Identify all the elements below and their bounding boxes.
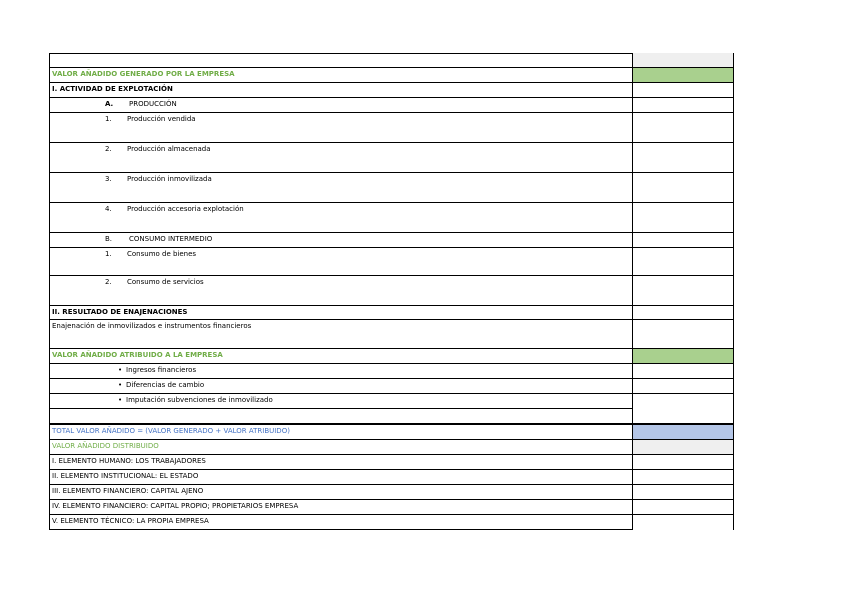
row-elemento-tecnico[interactable] xyxy=(49,515,633,530)
elemento-humano-label: I. ELEMENTO HUMANO: LOS TRABAJADORES xyxy=(52,457,206,465)
produccion-label: PRODUCCIÓN xyxy=(129,100,177,108)
ingresos-label: Ingresos financieros xyxy=(126,366,197,374)
row-valor-distribuido[interactable] xyxy=(49,440,633,455)
row-actividad-explotacion[interactable] xyxy=(49,83,633,98)
row-valor-atribuido[interactable] xyxy=(49,349,633,364)
row-produccion-inmovilizada[interactable] xyxy=(49,173,633,203)
imputacion-label: Imputación subvenciones de inmovilizado xyxy=(126,396,273,404)
row-elemento-financiero-propio[interactable] xyxy=(49,500,633,515)
item2-label: Producción almacenada xyxy=(127,145,211,153)
row-enajenacion[interactable] xyxy=(49,320,633,349)
row-ingresos-financieros[interactable] xyxy=(49,364,633,379)
elemento-tecnico-label: V. ELEMENTO TÉCNICO: LA PROPIA EMPRESA xyxy=(52,517,209,525)
actividad-explotacion-value[interactable] xyxy=(633,83,734,98)
elemento-institucional-label: II. ELEMENTO INSTITUCIONAL: EL ESTADO xyxy=(52,472,199,480)
row-produccion-almacenada[interactable] xyxy=(49,143,633,173)
valor-distribuido-value[interactable] xyxy=(633,440,734,455)
consumo2-number: 2. xyxy=(105,278,112,286)
item3-label: Producción inmovilizada xyxy=(127,175,212,183)
ingresos-value[interactable] xyxy=(633,364,734,379)
diferencias-value[interactable] xyxy=(633,379,734,394)
row-empty-spacer[interactable] xyxy=(49,409,633,424)
item4-label: Producción accesoria explotación xyxy=(127,205,244,213)
row-produccion[interactable] xyxy=(49,98,633,113)
row-valor-generado[interactable] xyxy=(49,68,633,83)
elemento-financiero-propio-value[interactable] xyxy=(633,500,734,515)
value-added-sheet xyxy=(49,53,734,531)
consumo2-label: Consumo de servicios xyxy=(127,278,204,286)
imputacion-value[interactable] xyxy=(633,394,734,424)
row-elemento-financiero-ajeno[interactable] xyxy=(49,485,633,500)
elemento-financiero-ajeno-label: III. ELEMENTO FINANCIERO: CAPITAL AJENO xyxy=(52,487,204,495)
resultado-enajenaciones-value[interactable] xyxy=(633,306,734,320)
total-label: TOTAL VALOR AÑADIDO = (VALOR GENERADO + VALOR ATRIBUIDO) xyxy=(52,427,290,435)
consumo2-value[interactable] xyxy=(633,276,734,306)
elemento-financiero-propio-label: IV. ELEMENTO FINANCIERO: CAPITAL PROPIO; PROPIETARIOS EMPRESA xyxy=(52,502,299,510)
consumo-marker: B. xyxy=(105,235,113,243)
elemento-financiero-ajeno-value[interactable] xyxy=(633,485,734,500)
enajenacion-label: Enajenación de inmovilizados e instrumentos financieros xyxy=(52,322,252,330)
row-diferencias-cambio[interactable] xyxy=(49,379,633,394)
row-total-valor-anadido[interactable] xyxy=(49,424,633,440)
row-consumo-intermedio[interactable] xyxy=(49,233,633,248)
item4-number: 4. xyxy=(105,205,112,213)
ingresos-bullet: • xyxy=(118,366,123,374)
row-consumo-servicios[interactable] xyxy=(49,276,633,306)
consumo1-value[interactable] xyxy=(633,248,734,276)
item2-number: 2. xyxy=(105,145,112,153)
row-produccion-vendida[interactable] xyxy=(49,113,633,143)
row-produccion-accesoria[interactable] xyxy=(49,203,633,233)
produccion-value[interactable] xyxy=(633,98,734,113)
consumo-value[interactable] xyxy=(633,233,734,248)
actividad-explotacion-label: I. ACTIVIDAD DE EXPLOTACIÓN xyxy=(52,85,173,93)
consumo1-label: Consumo de bienes xyxy=(127,250,197,258)
valor-atribuido-value[interactable] xyxy=(633,349,734,364)
valor-generado-label: VALOR AÑADIDO GENERADO POR LA EMPRESA xyxy=(52,70,235,78)
enajenacion-value[interactable] xyxy=(633,320,734,349)
consumo-label: CONSUMO INTERMEDIO xyxy=(129,235,213,243)
valor-distribuido-label: VALOR AÑADIDO DISTRIBUIDO xyxy=(52,442,159,450)
row-resultado-enajenaciones[interactable] xyxy=(49,306,633,320)
row-consumo-bienes[interactable] xyxy=(49,248,633,276)
valor-generado-value[interactable] xyxy=(633,68,734,83)
resultado-enajenaciones-label: II. RESULTADO DE ENAJENACIONES xyxy=(52,308,188,316)
item1-number: 1. xyxy=(105,115,112,123)
item3-number: 3. xyxy=(105,175,112,183)
item3-value[interactable] xyxy=(633,173,734,203)
produccion-marker: A. xyxy=(105,100,114,108)
item2-value[interactable] xyxy=(633,143,734,173)
imputacion-bullet: • xyxy=(118,396,123,404)
elemento-humano-value[interactable] xyxy=(633,455,734,470)
header-value-cell[interactable] xyxy=(633,53,734,68)
row-imputacion-subvenciones[interactable] xyxy=(49,394,633,409)
total-value[interactable] xyxy=(633,424,734,440)
valor-atribuido-label: VALOR AÑADIDO ATRIBUIDO A LA EMPRESA xyxy=(52,351,223,359)
elemento-tecnico-value[interactable] xyxy=(633,515,734,530)
row-elemento-institucional[interactable] xyxy=(49,470,633,485)
header-label-cell[interactable] xyxy=(49,53,633,68)
item4-value[interactable] xyxy=(633,203,734,233)
item1-label: Producción vendida xyxy=(127,115,196,123)
diferencias-bullet: • xyxy=(118,381,123,389)
diferencias-label: Diferencias de cambio xyxy=(126,381,205,389)
consumo1-number: 1. xyxy=(105,250,112,258)
row-elemento-humano[interactable] xyxy=(49,455,633,470)
item1-value[interactable] xyxy=(633,113,734,143)
elemento-institucional-value[interactable] xyxy=(633,470,734,485)
